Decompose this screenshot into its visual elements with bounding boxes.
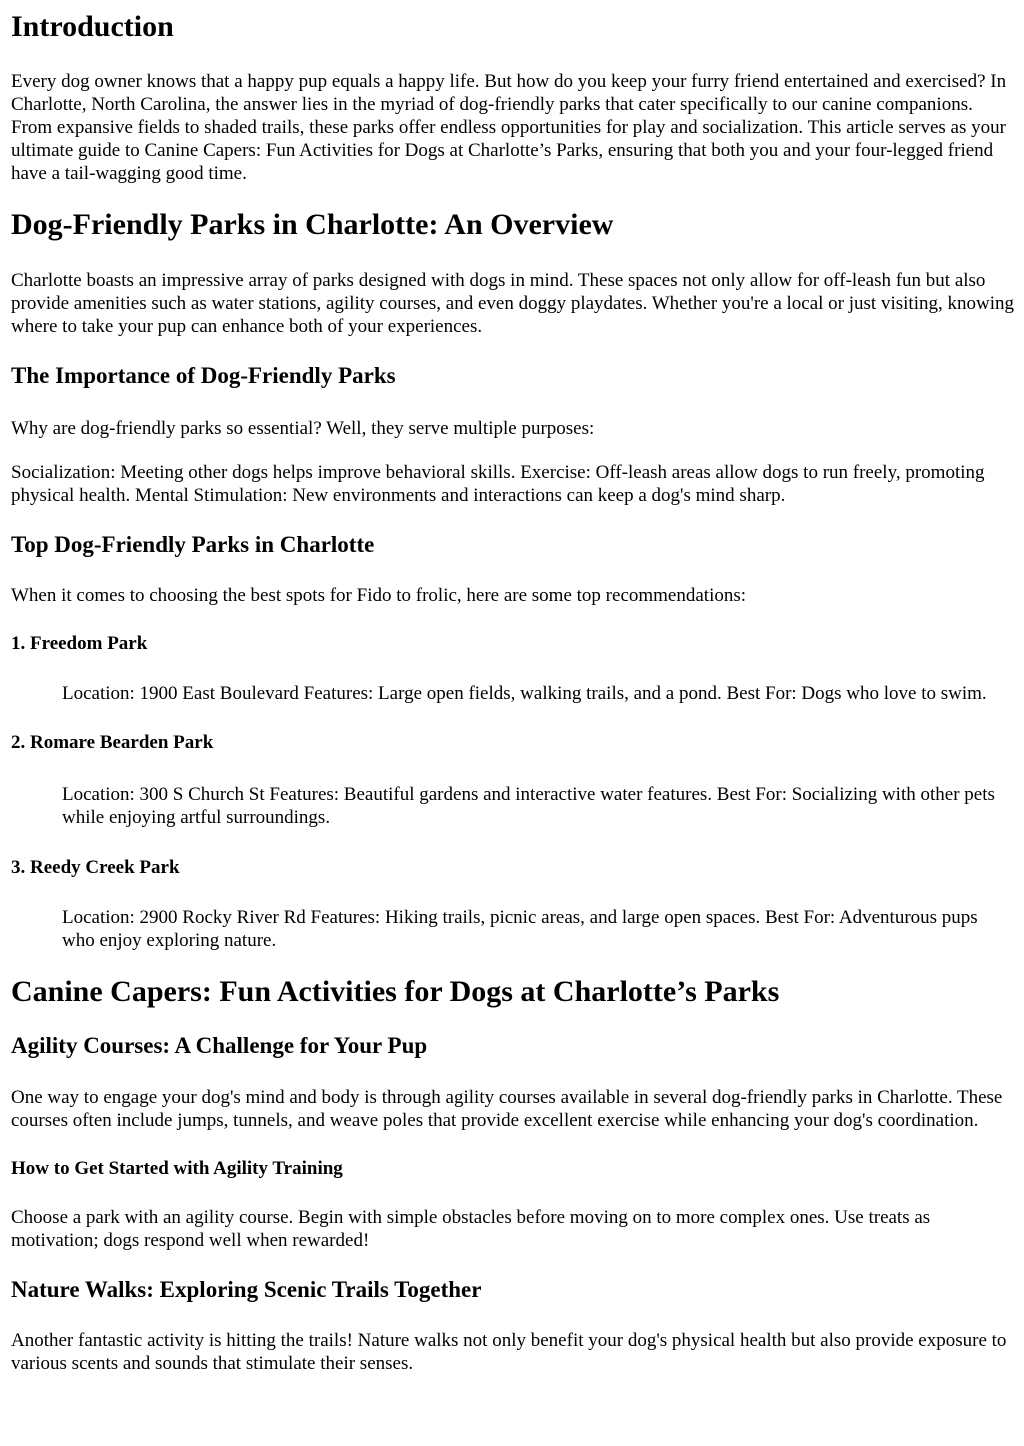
capers-heading: Canine Capers: Fun Activities for Dogs at Charlotte’s Parks bbox=[11, 975, 780, 1008]
intro-paragraph: Every dog owner knows that a happy pup equals a happy life. But how do you keep your furry friend entertained and exercised? In Charlotte, North Carolina, the answer lies in the myriad of dog-friendly parks that cater specifically to our canine companions. From expansive fields to shaded trails, these parks offer endless opportunities for play and socialization. This article serves as your ultimate guide to Canine Capers: Fun Activities for Dogs at Charlotte’s Parks, ensuring that both you and your four-legged friend have a tail-wagging good time. bbox=[11, 71, 1007, 184]
intro-heading: Introduction bbox=[11, 10, 174, 43]
top-parks-paragraph: When it comes to choosing the best spots for Fido to frolic, here are some top recommendations: bbox=[11, 585, 747, 606]
importance-paragraph: Why are dog-friendly parks so essential? Well, they serve multiple purposes: bbox=[11, 418, 595, 439]
park-heading-romare-bearden: 2. Romare Bearden Park bbox=[11, 732, 214, 753]
agility-training-paragraph: Choose a park with an agility course. Begin with simple obstacles before moving on to more complex ones. Use treats as motivation; dogs respond well when rewarded! bbox=[11, 1207, 931, 1251]
nature-walks-paragraph: Another fantastic activity is hitting the trails! Nature walks not only benefit your dog's physical health but also provide exposure to various scents and sounds that stimulate their senses. bbox=[11, 1330, 1007, 1374]
park-heading-reedy-creek: 3. Reedy Creek Park bbox=[11, 857, 180, 878]
park-details-reedy-creek: Location: 2900 Rocky River Rd Features: Hiking trails, picnic areas, and large open spaces. Best For: Adventurous pups who enjoy exploring nature. bbox=[62, 907, 978, 951]
nature-walks-heading: Nature Walks: Exploring Scenic Trails Together bbox=[11, 1277, 482, 1302]
park-details-freedom: Location: 1900 East Boulevard Features: Large open fields, walking trails, and a pond. Best For: Dogs who love to swim. bbox=[62, 683, 987, 704]
park-details-romare-bearden: Location: 300 S Church St Features: Beautiful gardens and interactive water features. Best For: Socializing with other pets while enjoying artful surroundings. bbox=[62, 784, 995, 828]
overview-paragraph: Charlotte boasts an impressive array of parks designed with dogs in mind. These spaces not only allow for off-leash fun but also provide amenities such as water stations, agility courses, and even doggy playdates. Whether you're a local or just visiting, knowing where to take your pup can enhance both of your experiences. bbox=[11, 270, 1014, 337]
top-parks-heading: Top Dog-Friendly Parks in Charlotte bbox=[11, 532, 375, 557]
benefits-paragraph: Socialization: Meeting other dogs helps improve behavioral skills. Exercise: Off-leash areas allow dogs to run freely, promoting physical health. Mental Stimulation: New environments and interactions can keep a dog's mind sharp. bbox=[11, 462, 985, 506]
importance-heading: The Importance of Dog-Friendly Parks bbox=[11, 363, 396, 388]
agility-paragraph: One way to engage your dog's mind and body is through agility courses available in several dog-friendly parks in Charlotte. These courses often include jumps, tunnels, and weave poles that provide excellent exercise while enhancing your dog's coordination. bbox=[11, 1087, 1003, 1131]
agility-heading: Agility Courses: A Challenge for Your Pup bbox=[11, 1033, 428, 1058]
park-heading-freedom: 1. Freedom Park bbox=[11, 633, 148, 654]
agility-training-heading: How to Get Started with Agility Training bbox=[11, 1158, 343, 1179]
overview-heading: Dog-Friendly Parks in Charlotte: An Overview bbox=[11, 208, 614, 241]
